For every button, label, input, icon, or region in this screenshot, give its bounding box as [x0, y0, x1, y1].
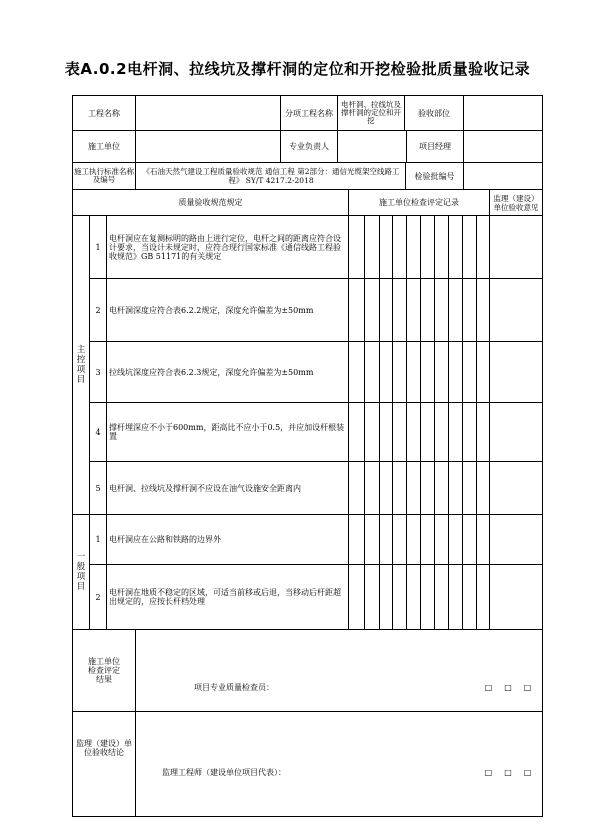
- standard-value: 《石油天然气建设工程质量验收规范 通信工程 第2部分：通信光缆架空线路工程》 SY/T 4217.2-2018: [142, 167, 400, 185]
- general-item-1-no: 1: [95, 535, 101, 544]
- main-item-4-text: 撑杆埋深应不小于600mm，距高比不应小于0.5，并应加设杆根装置: [109, 423, 345, 441]
- professional-leader-label: 专业负责人: [289, 142, 329, 151]
- construction-unit-label: 施工单位: [88, 142, 120, 151]
- main-item-2-text: 电杆洞深度应符合表6.2.2规定，深度允许偏差为±50mm: [109, 305, 314, 315]
- sub-project-value: 电杆洞、拉线坑及撑杆洞的定位和开挖: [341, 100, 401, 125]
- construction-date-marks: [477, 681, 539, 693]
- project-manager-field[interactable]: [464, 131, 542, 162]
- acceptance-part-field[interactable]: [464, 96, 542, 130]
- supervision-column-header: 监理（建设）单位验收意见: [493, 193, 539, 212]
- general-item-2-text: 电杆洞在地质不稳定的区域，可适当前移或后退，当移动后杆距超出规定的，应按长杆档处理: [109, 588, 341, 606]
- date-month-mark: □: [504, 682, 512, 692]
- construction-unit-field[interactable]: [136, 131, 280, 162]
- general-items-label: 一般项目: [76, 552, 86, 592]
- main-item-3-text: 拉线坑深度应符合表6.2.3规定，深度允许偏差为±50mm: [109, 367, 314, 377]
- project-name-field[interactable]: [136, 96, 280, 130]
- acceptance-part-label: 验收部位: [418, 108, 450, 118]
- date-day-mark: □: [523, 767, 532, 777]
- project-name-label: 工程名称: [88, 108, 120, 118]
- spec-column-header: 质量验收规范规定: [178, 198, 243, 207]
- date-year-mark: □: [484, 682, 493, 692]
- batch-no-label: 检验批编号: [414, 171, 455, 181]
- quality-inspector-label: 项目专业质量检查员：: [194, 682, 274, 692]
- date-day-mark: □: [523, 682, 532, 692]
- main-item-1-no: 1: [95, 242, 101, 252]
- check-column-header: 施工单位检查评定记录: [379, 198, 459, 207]
- sub-project-label: 分项工程名称: [285, 108, 333, 118]
- acceptance-record-table: [72, 95, 543, 817]
- main-item-5-no: 5: [95, 483, 101, 493]
- main-item-4-no: 4: [95, 427, 101, 437]
- supervision-date-marks: [477, 766, 539, 778]
- page-title: 表A.0.2电杆洞、拉线坑及撑杆洞的定位和开挖检验批质量验收记录: [64, 60, 531, 78]
- supervision-engineer-label: 监理工程师（建设单位项目代表）：: [162, 767, 286, 777]
- project-manager-label: 项目经理: [419, 142, 451, 151]
- batch-no-field[interactable]: [464, 163, 542, 189]
- date-month-mark: □: [504, 767, 512, 777]
- main-item-2-no: 2: [95, 305, 101, 315]
- professional-leader-field[interactable]: [338, 131, 406, 162]
- main-item-1-text: 电杆洞应在复测标明的路由上进行定位，电杆之间的距离应符合设计要求，当设计未规定时，应符合现行国家标准《通信线路工程验收规范》GB 51171的有关规定: [109, 233, 341, 261]
- main-item-3-no: 3: [95, 367, 101, 377]
- main-items-label: 主控项目: [76, 345, 86, 385]
- date-year-mark: □: [484, 767, 493, 777]
- supervision-conclusion-label: 监理（建设）单位验收结论: [76, 739, 132, 757]
- general-item-1-text: 电杆洞应在公路和铁路的边界外: [109, 535, 221, 544]
- main-item-5-text: 电杆洞、拉线坑及撑杆洞不应设在油气设施安全距离内: [109, 483, 301, 493]
- construction-result-label: 施工单位检查评定结果: [88, 657, 120, 684]
- general-item-2-no: 2: [95, 592, 101, 602]
- standard-label: 施工执行标准名称及编号: [74, 167, 134, 184]
